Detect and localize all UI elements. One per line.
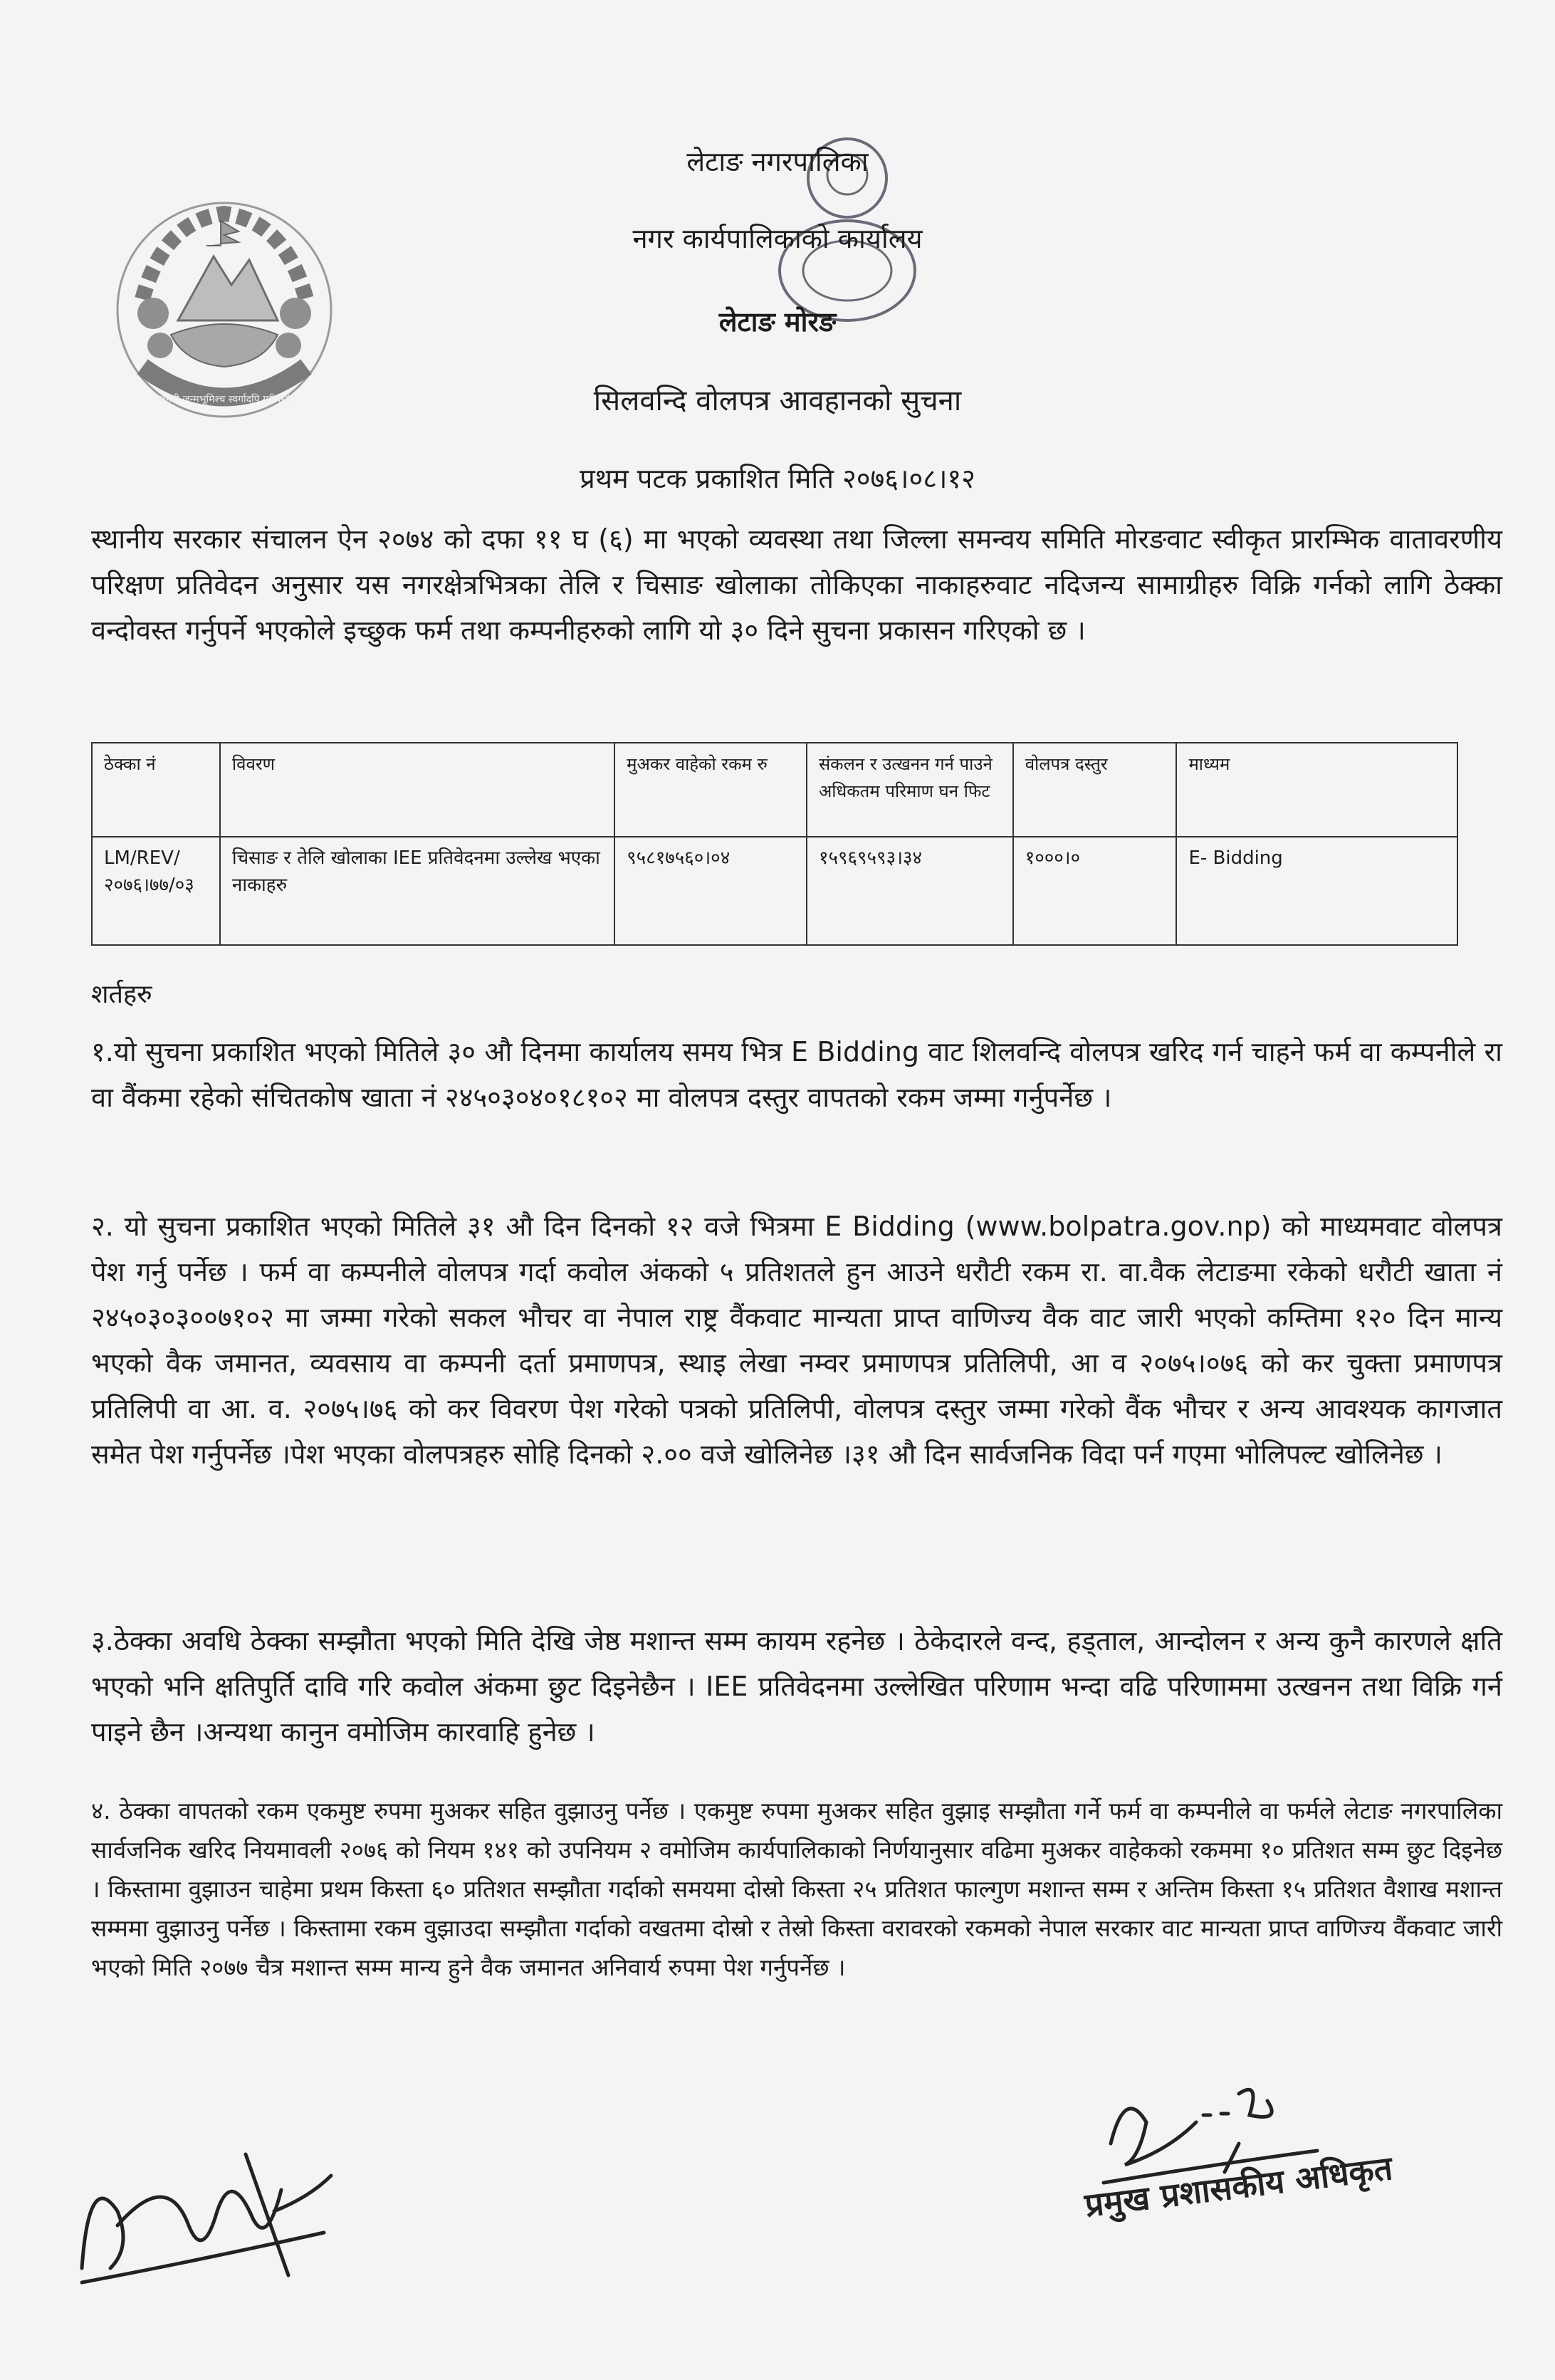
office-name: नगर कार्यपालिकाको कार्यालय bbox=[632, 223, 923, 254]
term-1: १.यो सुचना प्रकाशित भएको मितिले ३० औ दिनमा कार्यालय समय भित्र E Bidding वाट शिलवन्दि वोलपत्र खरिद गर्न चाहने फर्म वा कम्पनीले रा वा वैंकमा रहेको संचितकोष खाता नं २४५०३०४०१८१०२ मा वोलपत्र दस्तुर वापतको रकम जम्मा गर्नुपर्नेछ । bbox=[91, 1036, 1502, 1113]
municipality-name: लेटाङ नगरपालिका bbox=[686, 146, 869, 177]
emblem-motto: जननी जन्मभूमिश्च स्वर्गादपि गरीयसी bbox=[158, 394, 290, 405]
tender-table bbox=[91, 742, 1458, 946]
description-cell: चिसाङ र तेलि खोलाका IEE प्रतिवेदनमा उल्लेख भएका नाकाहरु bbox=[220, 837, 614, 945]
table-header-row bbox=[92, 743, 1457, 837]
term-3: ३.ठेक्का अवधि ठेक्का सम्झौता भएको मिति देखि जेष्ठ मशान्त सम्म कायम रहनेछ । ठेकेदारले वन्द, हड्ताल, आन्दोलन र अन्य कुनै कारणले क्षति भएको भनि क्षतिपुर्ति दावि गरि कवोल अंकमा छुट दिइनेछैन । IEE प्रतिवेदनमा उल्लेखित परिणाम भन्दा वढि परिणाममा उत्खनन तथा विक्रि गर्न पाइने छैन ।अन्यथा कानुन वमोजिम कारवाहि हुनेछ । bbox=[91, 1625, 1502, 1748]
officer-title: प्रमुख प्रशासकीय अधिकृत bbox=[1082, 2148, 1395, 2225]
signature-left bbox=[68, 2126, 338, 2297]
contract-number-cell: LM/REV/२०७६।७७/०३ bbox=[92, 837, 220, 945]
term-2: २. यो सुचना प्रकाशित भएको मितिले ३१ औ दिन दिनको १२ वजे भित्रमा E Bidding (www.bolpatra.gov.np) को माध्यमवाट वोलपत्र पेश गर्नु पर्नेछ । फर्म वा कम्पनीले वोलपत्र गर्दा कवोल अंकको ५ प्रतिशतले हुन आउने धरौटी रकम रा. वा.वैक लेटाङमा रकेको धरौटी खाता नं २४५०३०३००७१०२ मा जम्मा गरेको सकल भौचर वा नेपाल राष्ट्र वैंकवाट मान्यता प्राप्त वाणिज्य वैक वाट जारी भएको कम्तिमा १२० दिन मान्य भएको वैक जमानत, व्यवसाय वा कम्पनी दर्ता प्रमाणपत्र, स्थाइ लेखा नम्वर प्रमाणपत्र प्रतिलिपी, आ व २०७५।०७६ को कर चुक्ता प्रमाणपत्र प्रतिलिपी वा आ. व. २०७५।७६ को कर विवरण पेश गरेको पत्रको प्रतिलिपी, वोलपत्र दस्तुर जम्मा गरेको वैंक भौचर र अन्य आवश्यक कागजात समेत पेश गर्नुपर्नेछ ।पेश भएका वोलपत्रहरु सोहि दिनको २.०० वजे खोलिनेछ ।३१ औ दिन सार्वजनिक विदा पर्न गएमा भोलिपल्ट खोलिनेछ । bbox=[91, 1211, 1502, 1470]
term-4: ४. ठेक्का वापतको रकम एकमुष्ट रुपमा मुअकर सहित वुझाउनु पर्नेछ । एकमुष्ट रुपमा मुअकर सहित वुझाइ सम्झौता गर्ने फर्म वा कम्पनीले वा फर्मले लेटाङ नगरपालिका सार्वजनिक खरिद नियमावली २०७६ को नियम १४१ को उपनियम २ वमोजिम कार्यपालिकाको निर्णयानुसार वढिमा मुअकर वाहेकको रकममा १० प्रतिशत सम्म छुट दिइनेछ । किस्तामा वुझाउन चाहेमा प्रथम किस्ता ६० प्रतिशत सम्झौता गर्दाको समयमा दोस्रो किस्ता २५ प्रतिशत फाल्गुण मशान्त सम्म र अन्तिम किस्ता १५ प्रतिशत वैशाख मशान्त सम्ममा वुझाउनु पर्नेछ । किस्तामा रकम वुझाउदा सम्झौता गर्दाको वखतमा दोस्रो र तेस्रो किस्ता वरावरको रकमको नेपाल सरकार वाट मान्यता प्राप्त वाणिज्य वैंकवाट जारी भएको मिति २०७७ चैत्र मशान्त सम्म मान्य हुने वैक जमानत अनिवार्य रुपमा पेश गर्नुपर्नेछ । bbox=[91, 1797, 1502, 1981]
column-header: विवरण bbox=[220, 743, 614, 837]
quantity-cell: १५९६९५९३।३४ bbox=[807, 837, 1013, 945]
publication-date: प्रथम पटक प्रकाशित मिति २०७६।०८।१२ bbox=[580, 463, 975, 494]
terms-heading: शर्तहरु bbox=[91, 980, 152, 1009]
column-header: मुअकर वाहेको रकम रु bbox=[614, 743, 807, 837]
column-header: संकलन र उत्खनन गर्न पाउने अधिकतम परिमाण घन फिट bbox=[807, 743, 1013, 837]
amount-cell: ९५८१७५६०।०४ bbox=[614, 837, 807, 945]
table-row bbox=[92, 837, 1457, 945]
office-location: लेटाङ मोरङ bbox=[718, 306, 837, 338]
fee-cell: १०००।० bbox=[1013, 837, 1177, 945]
column-header: ठेक्का नं bbox=[92, 743, 220, 837]
column-header: माध्यम bbox=[1176, 743, 1457, 837]
column-header: वोलपत्र दस्तुर bbox=[1013, 743, 1177, 837]
medium-cell: E- Bidding bbox=[1176, 837, 1457, 945]
notice-title: सिलवन्दि वोलपत्र आवहानको सुचना bbox=[593, 385, 962, 417]
intro-paragraph: स्थानीय सरकार संचालन ऐन २०७४ को दफा ११ घ (६) मा भएको व्यवस्था तथा जिल्ला समन्वय समिति मोरङवाट स्वीकृत प्रारम्भिक वातावरणीय परिक्षण प्रतिवेदन अनुसार यस नगरक्षेत्रभित्रका तेलि र चिसाङ खोलाका तोकिएका नाकाहरुवाट नदिजन्य सामाग्रीहरु विक्रि गर्नको लागि ठेक्का वन्दोवस्त गर्नुपर्ने भएकोले इच्छुक फर्म तथा कम्पनीहरुको लागि यो ३० दिने सुचना प्रकासन गरिएको छ । bbox=[91, 523, 1502, 646]
